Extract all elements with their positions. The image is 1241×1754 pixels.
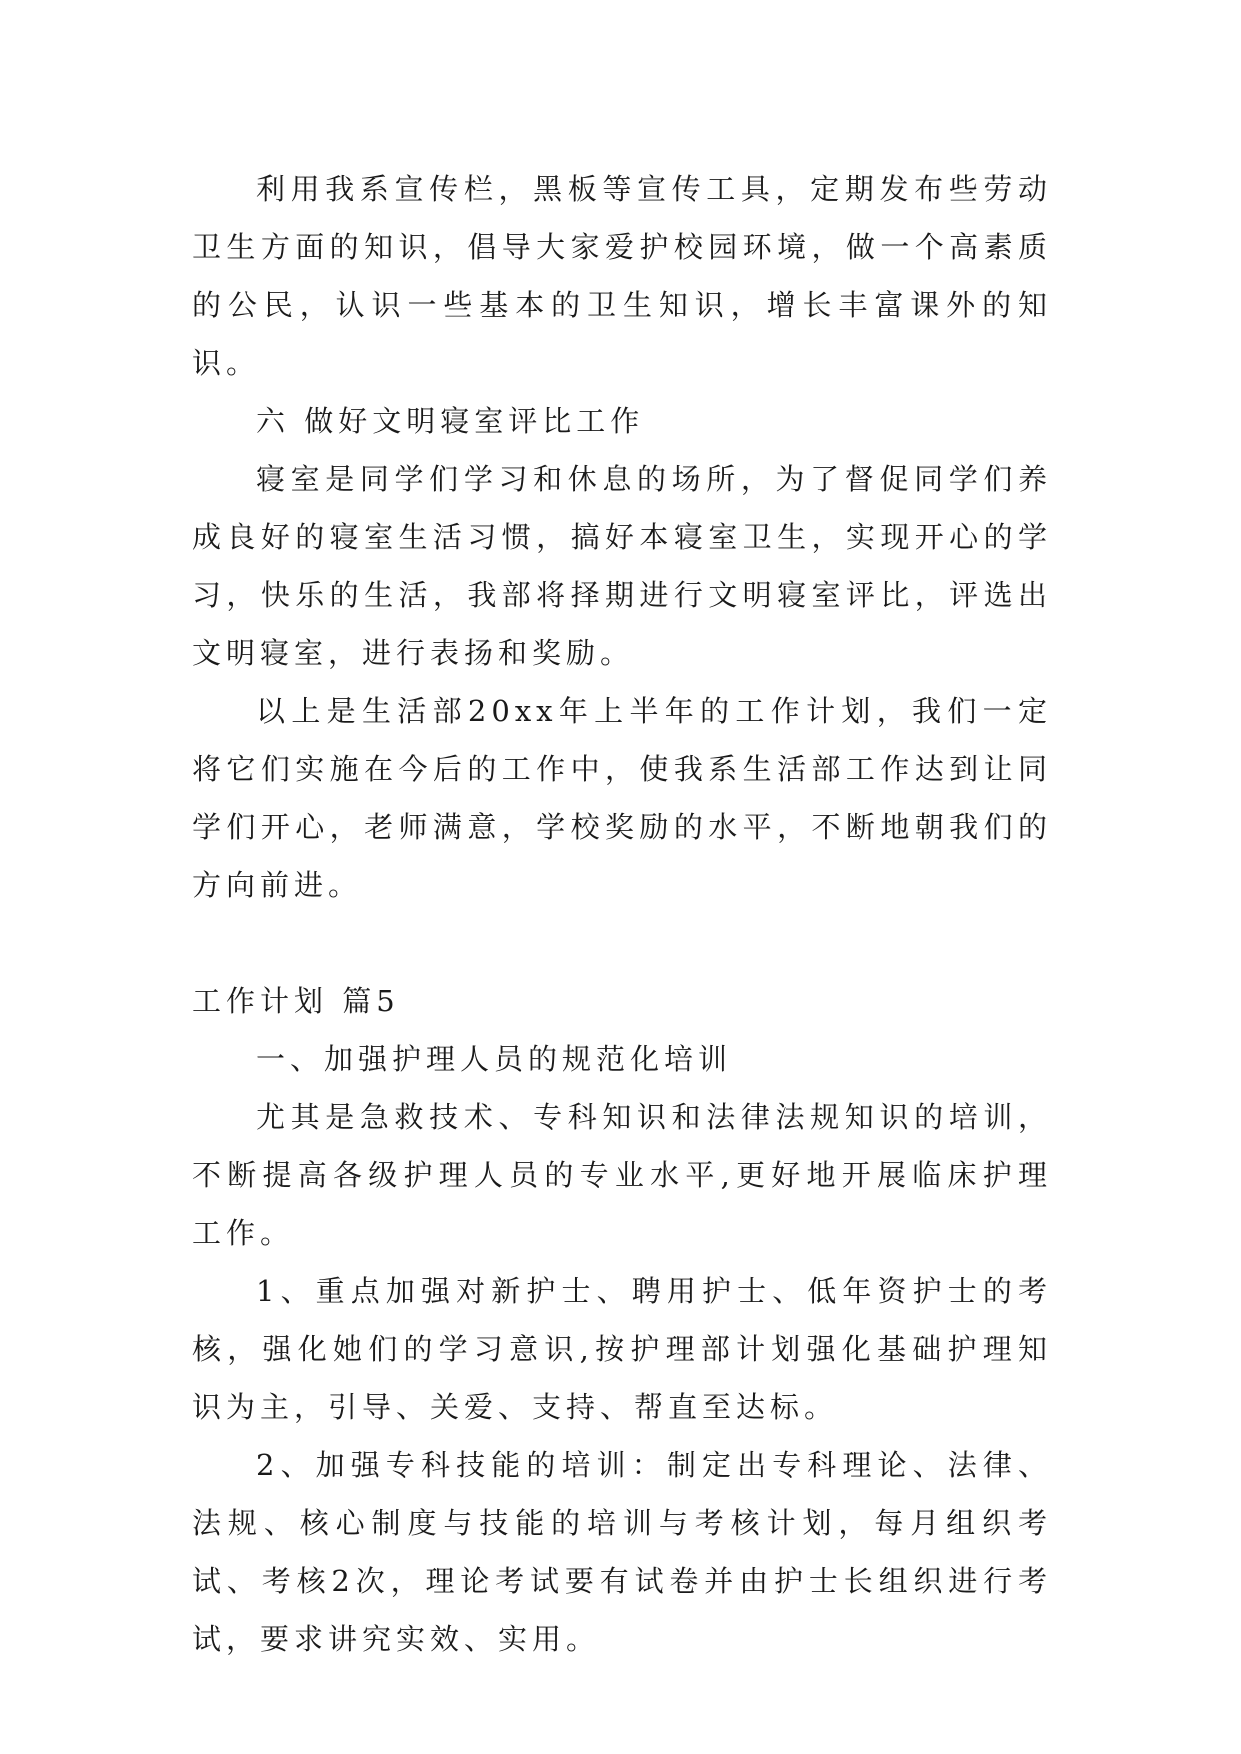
section-spacer	[192, 914, 1052, 972]
section-title: 工作计划 篇5	[192, 984, 400, 1018]
paragraph-item-2: 2、加强专科技能的培训：制定出专科理论、法律、法规、核心制度与技能的培训与考核计划，每月组织考试、考核2次，理论考试要有试卷并由护士长组织进行考试，要求讲究实效、实用。	[192, 1448, 1052, 1656]
paragraph-dorm: 寝室是同学们学习和休息的场所，为了督促同学们养成良好的寝室生活习惯，搞好本寝室卫生，实现开心的学习，快乐的生活，我部将择期进行文明寝室评比，评选出文明寝室，进行表扬和奖励。	[192, 462, 1052, 670]
paragraph-summary: 以上是生活部20xx年上半年的工作计划，我们一定将它们实施在今后的工作中，使我系生活部工作达到让同学们开心，老师满意，学校奖励的水平，不断地朝我们的方向前进。	[192, 694, 1052, 902]
paragraph-item-1: 1、重点加强对新护士、聘用护士、低年资护士的考核，强化她们的学习意识,按护理部计划强化基础护理知识为主，引导、关爱、支持、帮直至达标。	[192, 1274, 1052, 1424]
heading-nursing-training: 一、加强护理人员的规范化培训	[256, 1042, 733, 1076]
paragraph-training: 尤其是急救技术、专科知识和法律法规知识的培训，不断提高各级护理人员的专业水平,更好地开展临床护理工作。	[192, 1100, 1052, 1250]
document-body	[192, 160, 1052, 1668]
paragraph-publicity: 利用我系宣传栏，黑板等宣传工具，定期发布些劳动卫生方面的知识，倡导大家爱护校园环境，做一个高素质的公民，认识一些基本的卫生知识，增长丰富课外的知识。	[192, 172, 1052, 380]
heading-dorm-evaluation: 六 做好文明寝室评比工作	[256, 404, 645, 438]
